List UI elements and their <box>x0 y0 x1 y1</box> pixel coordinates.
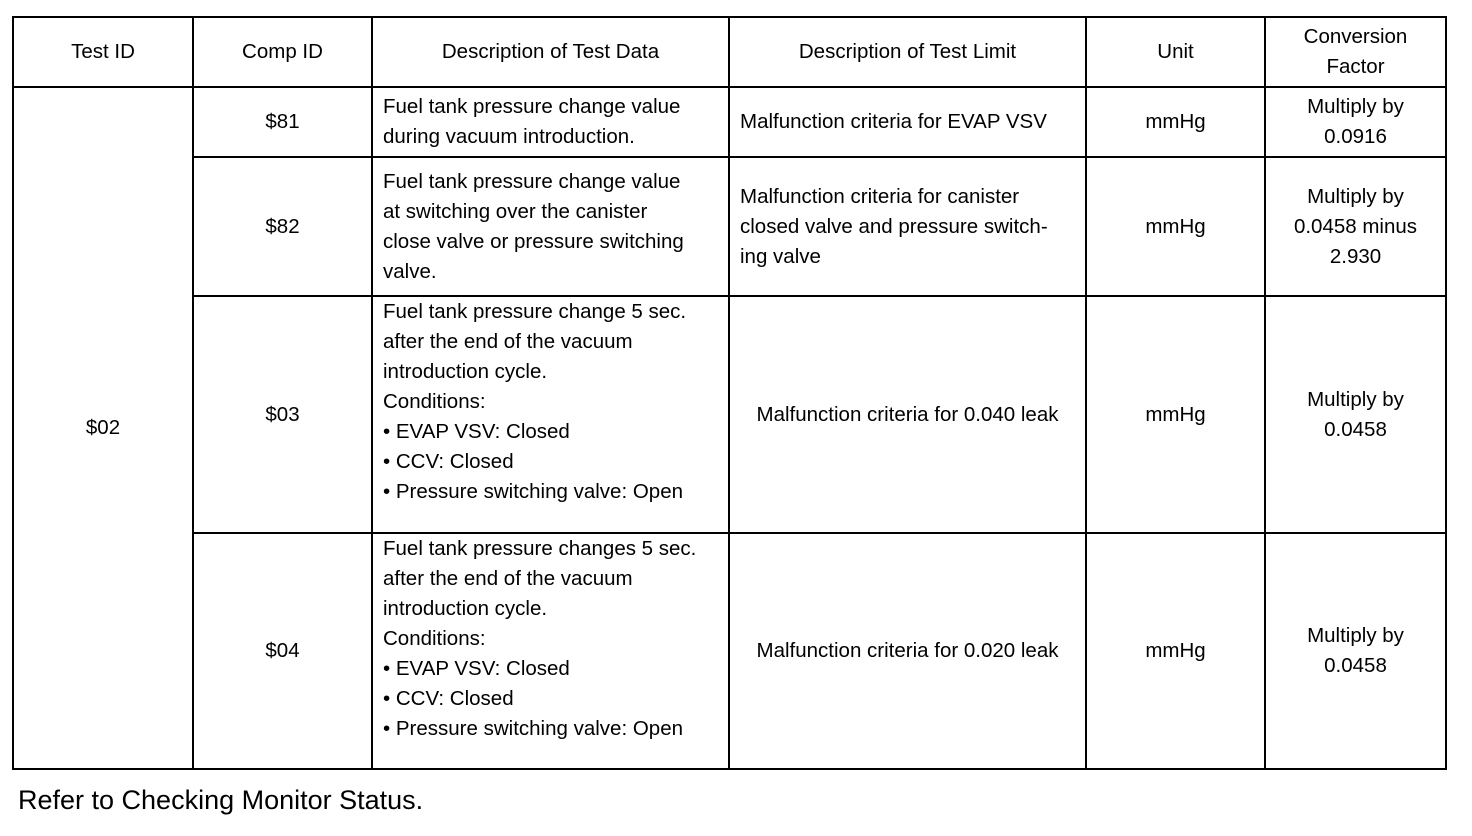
test-limit-cell <box>729 296 1086 533</box>
header-comp-id: Comp ID <box>193 17 372 87</box>
test-data-line: Conditions: <box>383 627 486 650</box>
test-data-cell <box>372 533 729 769</box>
test-limit-line: Malfunction criteria for EVAP VSV <box>740 110 1047 133</box>
header-test-id: Test ID <box>13 17 193 87</box>
condition-bullet: • Pressure switching valve: Open <box>383 717 684 740</box>
conversion-line: Multiply by <box>1307 387 1404 411</box>
footer-reference-note: Refer to Checking Monitor Status. <box>18 785 424 815</box>
test-data-line: introduction cycle. <box>383 597 548 620</box>
conversion-line: 2.930 <box>1329 244 1382 268</box>
conversion-cell <box>1265 87 1446 157</box>
test-id-cell: $02 <box>13 87 193 769</box>
conversion-line: 0.0458 <box>1324 417 1387 441</box>
test-limit-cell <box>729 87 1086 157</box>
conversion-line: 0.0916 <box>1324 125 1387 148</box>
test-data-line: close valve or pressure switching <box>383 229 684 253</box>
test-limit-cell <box>729 533 1086 769</box>
header-conversion-factor <box>1265 17 1446 87</box>
test-data-line: after the end of the vacuum <box>383 330 633 353</box>
conversion-cell <box>1265 533 1446 769</box>
test-limit-line: closed valve and pressure switch- <box>740 214 1048 238</box>
test-limit-line: Malfunction criteria for 0.020 leak <box>756 639 1059 662</box>
test-data-line: during vacuum introduction. <box>383 125 635 148</box>
conversion-line: Multiply by <box>1307 184 1404 208</box>
test-limit-cell <box>729 157 1086 296</box>
conversion-line: Multiply by <box>1307 624 1404 647</box>
conversion-line: 0.0458 <box>1324 654 1387 677</box>
test-data-line: Conditions: <box>383 390 486 413</box>
table-row <box>13 296 1446 533</box>
test-data-line: at switching over the canister <box>383 199 648 223</box>
unit-cell: mmHg <box>1086 87 1265 157</box>
test-data-line: Fuel tank pressure change value <box>383 169 681 193</box>
comp-id-cell: $04 <box>193 533 372 769</box>
unit-cell: mmHg <box>1086 296 1265 533</box>
test-data-line: after the end of the vacuum <box>383 567 633 590</box>
conversion-cell <box>1265 296 1446 533</box>
header-description-test-limit: Description of Test Limit <box>729 17 1086 87</box>
header-conversion-line-1: Conversion <box>1303 25 1408 48</box>
table-row <box>13 533 1446 769</box>
unit-cell: mmHg <box>1086 533 1265 769</box>
unit-cell: mmHg <box>1086 157 1265 296</box>
comp-id-cell: $03 <box>193 296 372 533</box>
table-row <box>13 87 1446 157</box>
condition-bullet: • Pressure switching valve: Open <box>383 480 684 503</box>
conversion-line: Multiply by <box>1307 95 1404 118</box>
test-data-line: valve. <box>383 259 437 283</box>
header-conversion-line-2: Factor <box>1326 55 1385 78</box>
comp-id-cell: $82 <box>193 157 372 296</box>
condition-bullet: • EVAP VSV: Closed <box>383 657 570 680</box>
header-unit: Unit <box>1086 17 1265 87</box>
test-data-cell <box>372 87 729 157</box>
test-data-line: Fuel tank pressure changes 5 sec. <box>383 537 697 560</box>
conversion-cell <box>1265 157 1446 296</box>
condition-bullet: • EVAP VSV: Closed <box>383 420 570 443</box>
test-data-cell <box>372 157 729 296</box>
test-data-line: introduction cycle. <box>383 360 548 383</box>
table-header-row <box>13 17 1446 87</box>
conversion-line: 0.0458 minus <box>1293 214 1418 238</box>
condition-bullet: • CCV: Closed <box>383 687 514 710</box>
test-data-cell <box>372 296 729 533</box>
comp-id-cell: $81 <box>193 87 372 157</box>
test-limit-line: Malfunction criteria for 0.040 leak <box>756 402 1059 426</box>
condition-bullet: • CCV: Closed <box>383 450 514 473</box>
test-data-line: Fuel tank pressure change 5 sec. <box>383 300 687 323</box>
table-row <box>13 157 1446 296</box>
header-description-test-data: Description of Test Data <box>372 17 729 87</box>
test-limit-line: Malfunction criteria for canister <box>740 184 1020 208</box>
test-data-line: Fuel tank pressure change value <box>383 95 681 118</box>
test-limit-line: ing valve <box>740 244 821 268</box>
monitor-test-table <box>12 16 1447 770</box>
